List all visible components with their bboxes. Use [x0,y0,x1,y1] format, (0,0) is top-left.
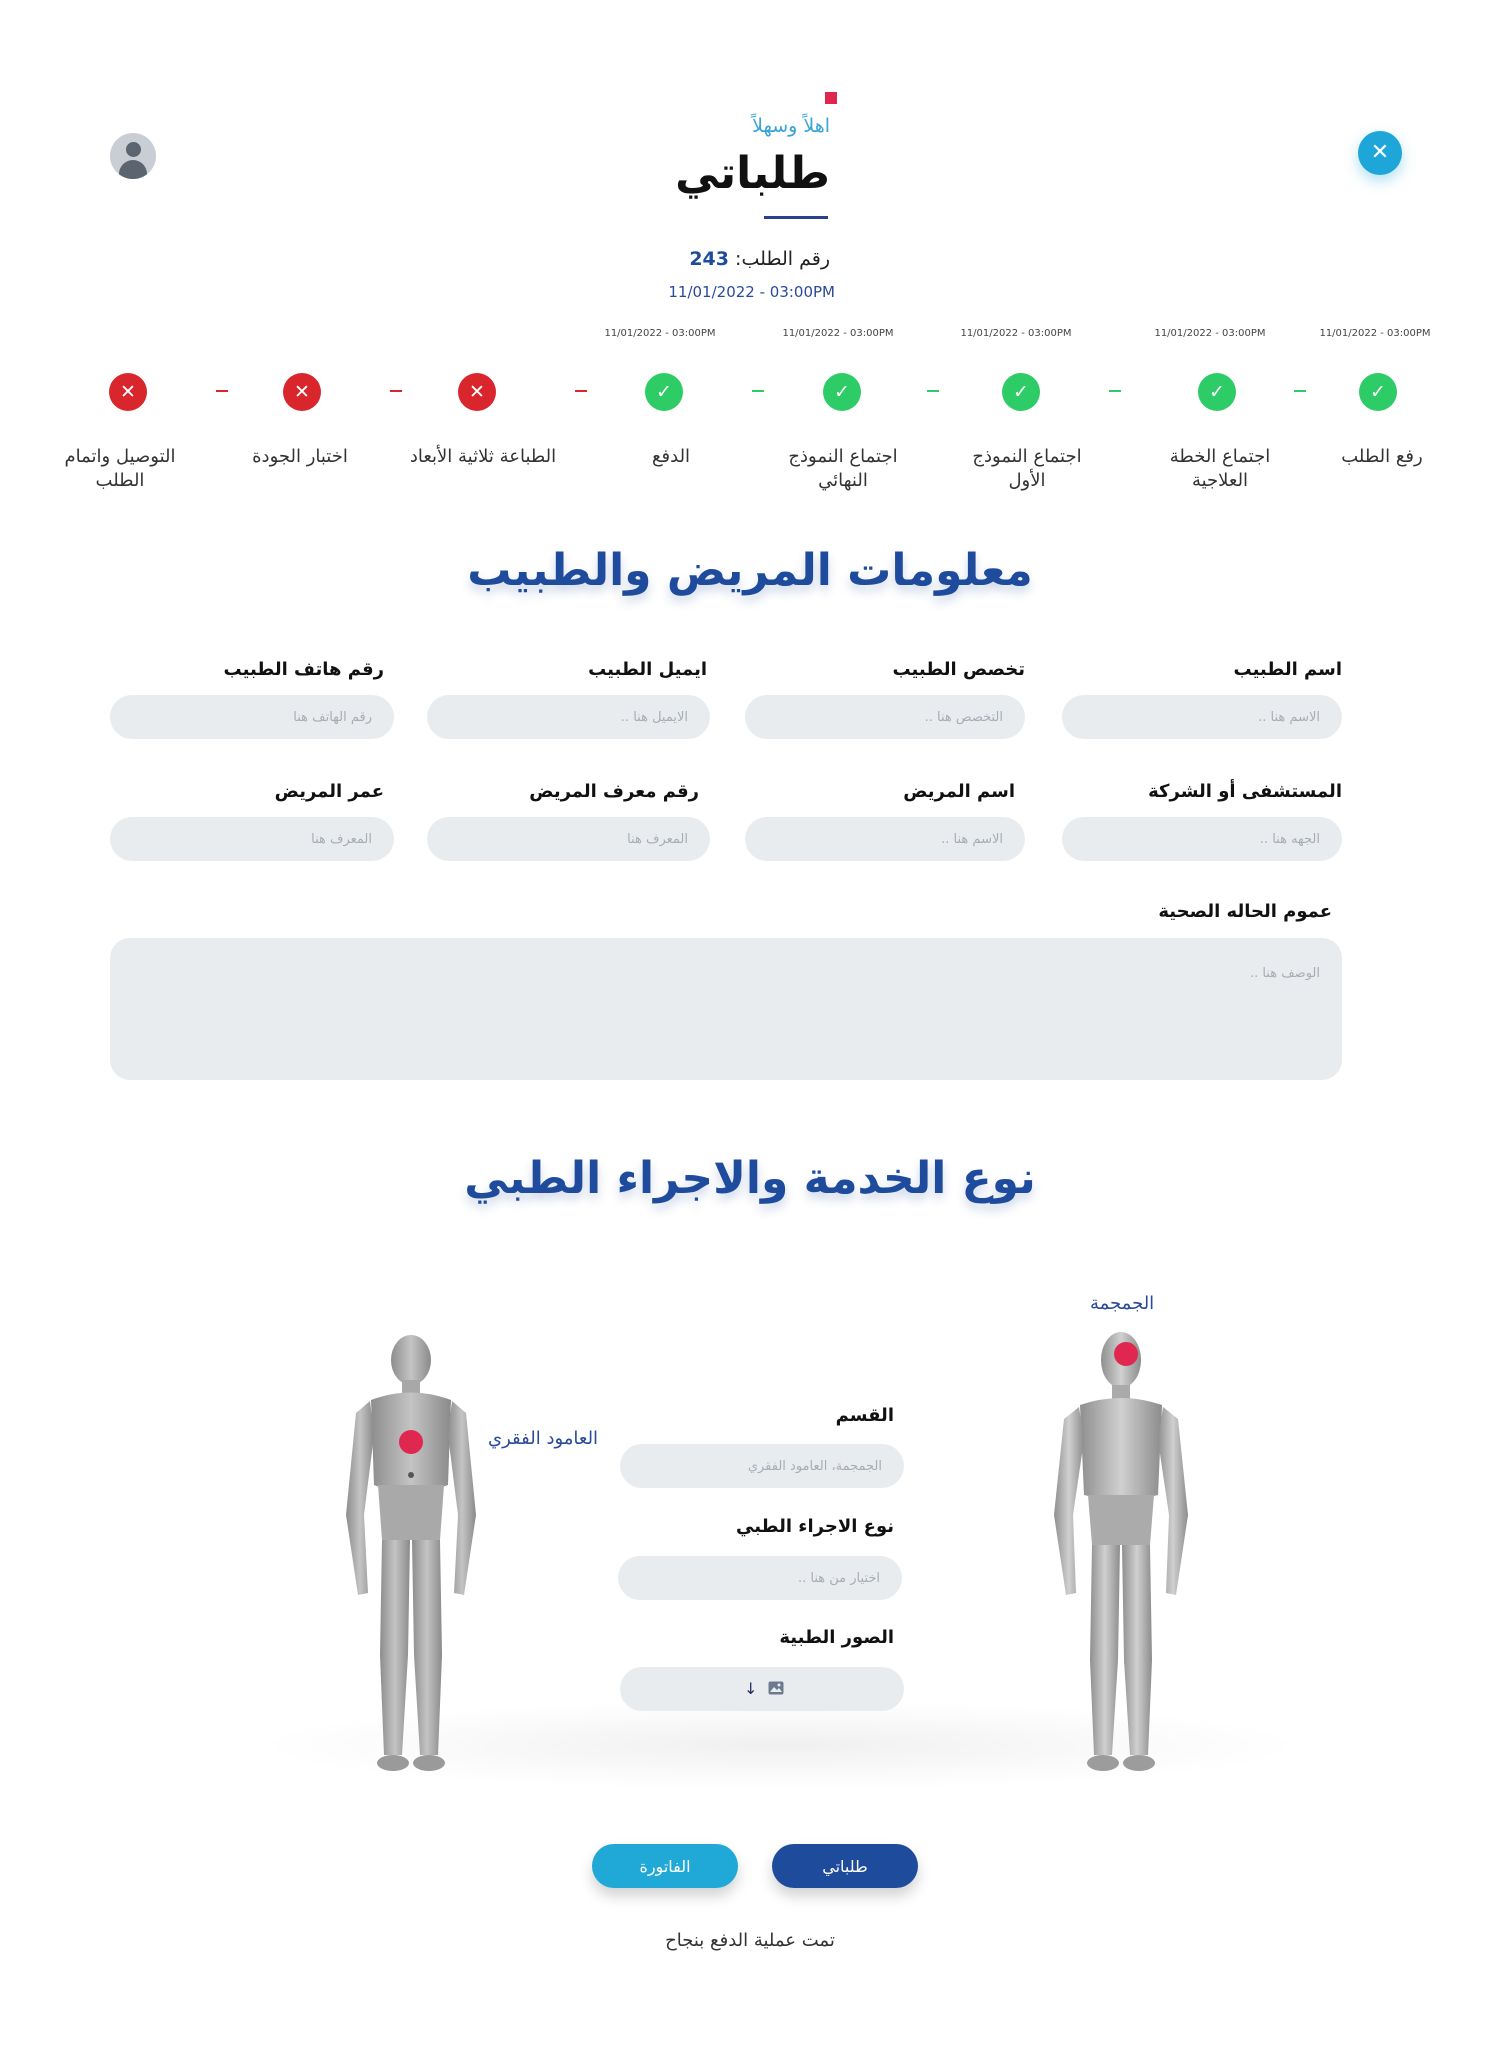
hospital-label: المستشفى أو الشركة [1148,781,1342,802]
order-number: 243 [689,248,729,270]
step-x-icon[interactable]: ✕ [109,373,147,411]
body-back-figure[interactable] [336,1335,486,1775]
decor-square [825,92,837,104]
step-label: الدفع [651,446,691,467]
patient-name-label: اسم المريض [903,781,1015,802]
doctor-name-label: اسم الطبيب [1233,659,1342,680]
section-title-patient: معلومات المريض والطبيب [467,545,1033,596]
step-connector [575,390,587,392]
step-label: التوصيل واتمام الطلب [64,446,176,491]
procedure-select[interactable] [618,1556,902,1600]
order-number-label: رقم الطلب: [735,248,830,270]
title-underline [764,216,828,219]
step-check-icon[interactable]: ✓ [1359,373,1397,411]
step-label: اجتماع الخطة العلاجية [1169,446,1271,491]
procedure-label: نوع الاجراء الطبي [735,1516,894,1537]
health-status-label: عموم الحاله الصحية [1158,901,1332,922]
step-check-icon[interactable]: ✓ [645,373,683,411]
step-connector [1109,390,1121,392]
download-arrow-icon: ↓ [744,1679,758,1698]
medical-images-label: الصور الطبية [779,1627,894,1648]
patient-age-input[interactable] [110,817,394,861]
step-date: 11/01/2022 - 03:00PM [782,328,894,339]
doctor-phone-input[interactable] [110,695,394,739]
image-icon [768,1681,784,1695]
step-check-icon[interactable]: ✓ [823,373,861,411]
department-label: القسم [835,1405,894,1426]
hospital-input[interactable] [1062,817,1342,861]
step-date: 11/01/2022 - 03:00PM [960,328,1072,339]
step-x-icon[interactable]: ✕ [458,373,496,411]
step-date: 11/01/2022 - 03:00PM [1319,328,1431,339]
step-connector [927,390,939,392]
step-date: 11/01/2022 - 03:00PM [1154,328,1266,339]
patient-id-input[interactable] [427,817,710,861]
step-connector [216,390,228,392]
spine-label: العامود الفقري [488,1428,599,1449]
step-check-icon[interactable]: ✓ [1002,373,1040,411]
doctor-email-input[interactable] [427,695,710,739]
spine-hotspot[interactable] [399,1430,423,1454]
step-check-icon[interactable]: ✓ [1198,373,1236,411]
step-label: الطباعة ثلاثية الأبعاد [409,446,557,467]
avatar-torso [119,160,147,179]
medical-images-upload[interactable] [620,1667,904,1711]
invoice-button[interactable]: الفاتورة [592,1844,738,1888]
step-connector [1294,390,1306,392]
step-label: رفع الطلب [1341,446,1423,467]
close-icon[interactable]: ✕ [1358,131,1402,175]
page-title: طلباتي [675,148,830,199]
body-front-figure[interactable] [1046,1315,1196,1775]
payment-success-message: تمت عملية الدفع بنجاح [665,1930,835,1951]
doctor-name-input[interactable] [1062,695,1342,739]
step-label: اجتماع النموذج النهائي [788,446,898,491]
order-date: 11/01/2022 - 03:00PM [668,283,835,301]
doctor-specialty-input[interactable] [745,695,1025,739]
patient-id-label: رقم معرف المريض [529,781,699,802]
step-connector [390,390,402,392]
step-label: اجتماع النموذج الأول [972,446,1082,491]
department-input[interactable] [620,1444,904,1488]
doctor-email-label: ايميل الطبيب [588,659,707,680]
patient-name-input[interactable] [745,817,1025,861]
step-date: 11/01/2022 - 03:00PM [604,328,716,339]
skull-hotspot[interactable] [1114,1342,1138,1366]
doctor-specialty-label: تخصص الطبيب [892,659,1025,680]
health-status-textarea[interactable] [110,938,1342,1080]
order-number-row [580,248,830,270]
welcome-text: اهلاً وسهلاً [752,115,830,137]
skull-label: الجمجمة [1090,1293,1155,1314]
step-connector [752,390,764,392]
avatar[interactable] [110,133,156,179]
step-x-icon[interactable]: ✕ [283,373,321,411]
my-orders-button[interactable]: طلباتي [772,1844,918,1888]
step-label: اختبار الجودة [252,446,348,467]
section-title-service: نوع الخدمة والاجراء الطبي [464,1153,1036,1204]
doctor-phone-label: رقم هاتف الطبيب [223,659,384,680]
avatar-head [126,142,141,157]
patient-age-label: عمر المريض [274,781,384,802]
